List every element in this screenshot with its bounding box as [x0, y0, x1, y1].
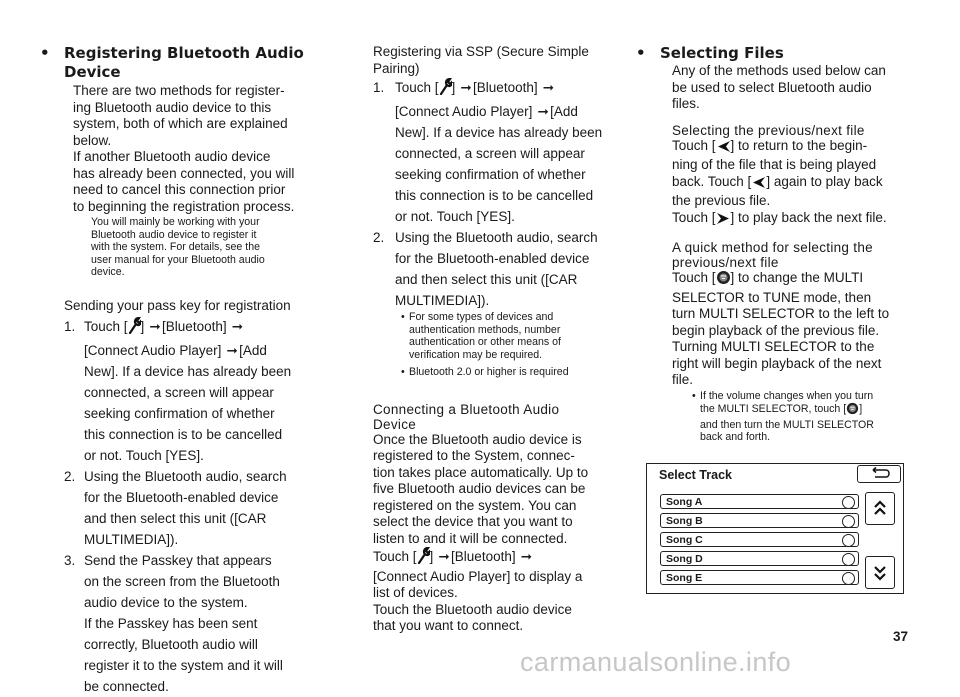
play-circle-icon	[842, 515, 855, 528]
subheading-passkey: Sending your pass key for registration	[64, 297, 291, 313]
step-item: 3. Send the Passkey that appears on the screen from the Bluetooth audio device to the system. If the Passkey has been sent correctly, Bluetooth audio will register it to the system and it will be connected.	[64, 553, 283, 695]
play-circle-icon	[842, 496, 855, 509]
play-circle-icon	[842, 572, 855, 585]
passkey-steps	[40, 316, 325, 697]
back-button[interactable]	[857, 465, 901, 483]
right-arrow-icon: ➞	[438, 549, 450, 565]
wrench-icon	[128, 317, 141, 340]
right-arrow-icon: ➞	[537, 104, 549, 119]
connect-heading: Connecting a Bluetooth Audio Device	[373, 401, 560, 432]
right-arrow-icon: ➞	[520, 549, 533, 565]
song-item[interactable]: Song E	[660, 570, 859, 585]
tune-round-icon	[846, 402, 859, 419]
right-arrow-icon: ➞	[231, 319, 244, 335]
ssp-steps	[373, 77, 623, 311]
column-left	[40, 44, 325, 697]
double-chevron-down-icon	[866, 557, 894, 588]
return-arrow-icon	[858, 466, 900, 482]
double-chevron-up-icon	[866, 493, 894, 524]
step-item: 1. Touch [ ] ➞[Bluetooth] ➞ [Connect Audio Player] ➞[Add New]. If a device has already been connected, a screen will appear seeking confirmation of whether this connection is to be cancelled or not. Touch [YES].	[52, 316, 325, 466]
step-item: 2. Using the Bluetooth audio, search for the Bluetooth-enabled device and then select this unit ([CAR MULTIMEDIA]).	[373, 230, 598, 308]
play-circle-icon	[842, 553, 855, 566]
right-arrow-icon: ➞	[226, 343, 238, 359]
intro-paragraph: There are two methods for register- ing Bluetooth audio device to this system, both of which are explained below. If another Bluetooth audio device has already been connected, you will need to cancel this connection prior to beginning the registration process.	[73, 83, 295, 214]
step-item: 1. Touch [ ] ➞[Bluetooth] ➞ [Connect Audio Player] ➞[Add New]. If a device has already been connected, a screen will appear seeking confirmation of whether this connection is to be cancelled or not. Touch [YES].	[373, 77, 623, 227]
select-track-screen	[646, 463, 904, 594]
watermark: carmanualsonline.info	[520, 647, 792, 677]
step-item: 2. Using the Bluetooth audio, search for the Bluetooth-enabled device and then select this unit ([CAR MULTIMEDIA]).	[64, 469, 287, 548]
quick-paragraph: Touch [ ] to change the MULTI SELECTOR to TUNE mode, then turn MULTI SELECTOR to the left to begin playback of the previous file. Turning MULTI SELECTOR to the right will begin playback of the next file.	[672, 270, 890, 387]
song-item[interactable]: Song C	[660, 532, 859, 547]
song-item[interactable]: Song A	[660, 494, 859, 509]
ssp-notes	[373, 311, 623, 379]
section-heading-registering: • Registering Bluetooth Audio Device	[40, 44, 304, 81]
quick-heading: A quick method for selecting the previous/next file	[672, 240, 873, 270]
ssp-heading: Registering via SSP (Secure Simple Pairing)	[373, 44, 589, 76]
wrench-icon	[417, 547, 430, 569]
note-item: • For some types of devices and authentication methods, number authentication or other means of verification may be required.	[401, 311, 623, 361]
section-heading-selecting-files: • Selecting Files	[636, 44, 784, 62]
selecting-intro: Any of the methods used below can be used to select Bluetooth audio files.	[672, 63, 886, 111]
play-circle-icon	[842, 534, 855, 547]
note-paragraph: You will mainly be working with your Bluetooth audio device to register it with the system. For details, see the user manual for your Bluetooth audio device.	[91, 216, 265, 279]
right-arrow-icon: ➞	[149, 319, 161, 335]
next-chevron-icon	[716, 212, 731, 230]
right-arrow-icon: ➞	[460, 80, 472, 95]
prevnext-heading: Selecting the previous/next file	[672, 122, 865, 138]
right-arrow-icon: ➞	[542, 80, 555, 95]
column-right	[636, 44, 918, 449]
note-item: • Bluetooth 2.0 or higher is required	[401, 366, 623, 379]
prev-chevron-icon	[751, 176, 766, 194]
wrench-icon	[439, 78, 452, 101]
screen-title: Select Track	[659, 468, 732, 482]
song-item[interactable]: Song B	[660, 513, 859, 528]
page-up-button[interactable]	[865, 492, 895, 525]
prevnext-paragraph: Touch [ ] to return to the begin- ning of the file that is being played back. Touch [ ] again to play back the previous file. Touch [ ] to play back the next file.	[672, 138, 918, 230]
page-number: 37	[893, 629, 909, 644]
volume-note: • If the volume changes when you turn the MULTI SELECTOR, touch [ ] and then turn the MULTI SELECTOR back and forth.	[692, 390, 918, 444]
connect-paragraph: Once the Bluetooth audio device is registered to the System, connec- tion takes place automatically. Up to five Bluetooth audio devices can be registered on the system. You can select the device that you want to listen to and it will be connected. Touch [ ] ➞[Bluetooth] ➞ [Connect Audio Player] to display a list of devices. Touch the Bluetooth audio device that you want to connect.	[373, 431, 589, 634]
page-down-button[interactable]	[865, 556, 895, 589]
column-middle	[373, 44, 623, 635]
tune-round-icon	[716, 270, 731, 290]
song-item[interactable]: Song D	[660, 551, 859, 566]
prev-chevron-icon	[716, 140, 731, 158]
